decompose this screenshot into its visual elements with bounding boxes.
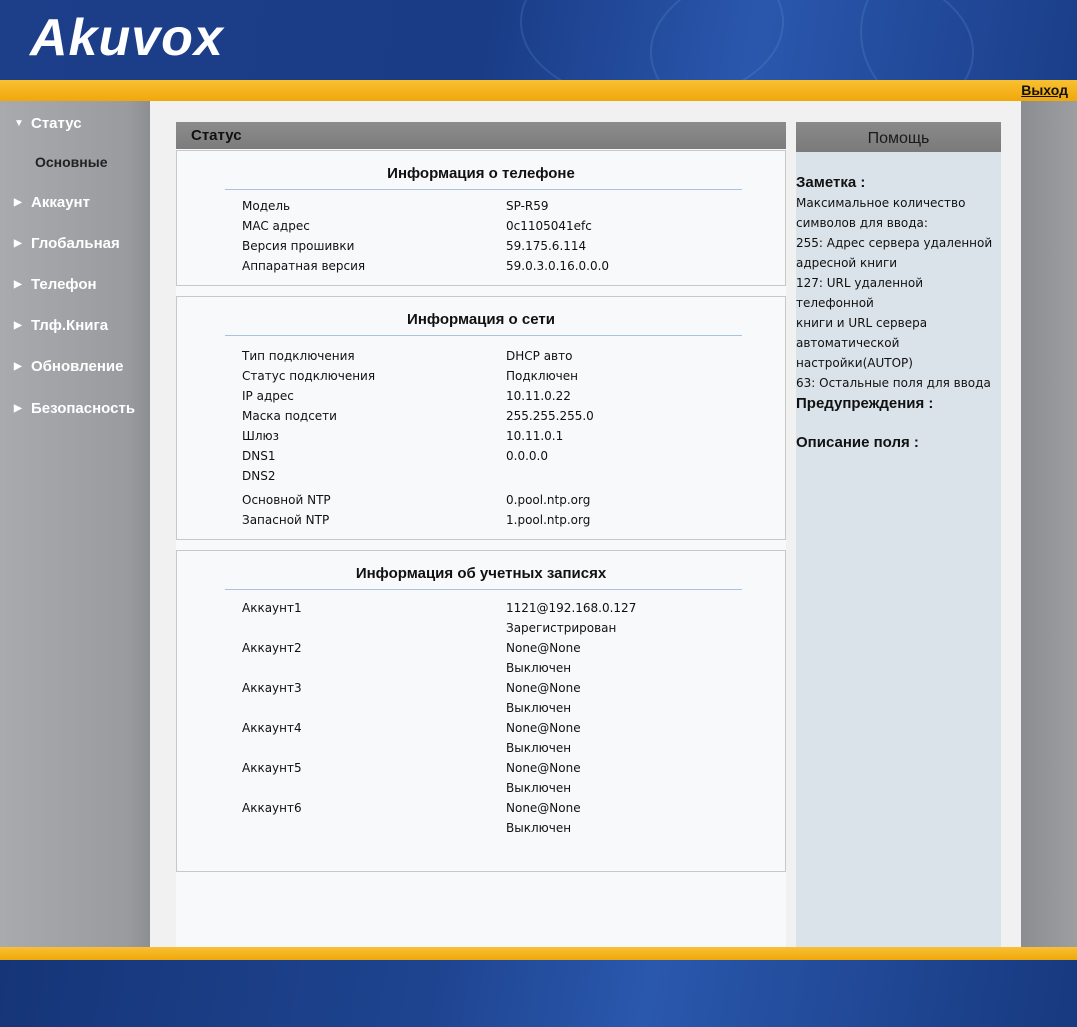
note-line: 63: Остальные поля для ввода bbox=[796, 376, 991, 390]
note-text bbox=[796, 193, 999, 393]
account-label: Аккаунт5 bbox=[242, 761, 302, 775]
status-panel bbox=[176, 122, 786, 947]
sidebar-item-phonebook[interactable] bbox=[14, 317, 108, 334]
footer-bar bbox=[0, 947, 1077, 960]
account-status: Выключен bbox=[506, 701, 572, 715]
accounts-info-section bbox=[176, 550, 786, 872]
account-address: None@None bbox=[506, 641, 581, 655]
divider bbox=[225, 335, 742, 336]
note-line: Максимальное количество bbox=[796, 196, 966, 210]
note-line: 255: Адрес сервера удаленной bbox=[796, 236, 993, 250]
section-heading: Информация о телефоне bbox=[387, 165, 575, 182]
note-line: 127: URL удаленной телефонной bbox=[796, 276, 924, 310]
warnings-heading: Предупреждения : bbox=[796, 395, 934, 412]
info-label: Модель bbox=[242, 199, 291, 213]
top-bar bbox=[0, 80, 1077, 101]
account-status: Выключен bbox=[506, 821, 572, 835]
help-title: Помощь bbox=[796, 122, 1001, 152]
info-label: Статус подключения bbox=[242, 369, 376, 383]
account-address: None@None bbox=[506, 681, 581, 695]
sidebar-item-status[interactable] bbox=[14, 115, 82, 132]
info-label: Версия прошивки bbox=[242, 239, 355, 253]
account-address: None@None bbox=[506, 761, 581, 775]
chevron-right-icon: ▶ bbox=[14, 238, 22, 249]
info-label: DNS1 bbox=[242, 449, 276, 463]
account-status: Выключен bbox=[506, 741, 572, 755]
sidebar-subitem-basic[interactable]: Основные bbox=[35, 154, 108, 170]
field-description-heading: Описание поля : bbox=[796, 434, 919, 451]
phone-info-section bbox=[176, 150, 786, 286]
info-label: Основной NTP bbox=[242, 493, 331, 507]
info-value: 59.0.3.0.16.0.0.0 bbox=[506, 259, 610, 273]
sidebar-item-security[interactable] bbox=[14, 400, 135, 417]
account-label: Аккаунт6 bbox=[242, 801, 302, 815]
divider bbox=[225, 589, 742, 590]
sidebar-item-label: Безопасность bbox=[31, 400, 136, 417]
sidebar-item-label: Телефон bbox=[31, 276, 97, 293]
sidebar bbox=[0, 101, 150, 947]
note-line: книги и URL сервера bbox=[796, 316, 928, 330]
note-line: автоматической bbox=[796, 336, 900, 350]
info-value: 0.pool.ntp.org bbox=[506, 493, 591, 507]
brand-logo: Akuvox bbox=[30, 9, 224, 67]
info-value: 1.pool.ntp.org bbox=[506, 513, 591, 527]
chevron-right-icon: ▶ bbox=[14, 403, 22, 414]
note-line: настройки(AUTOP) bbox=[796, 356, 913, 370]
account-address: None@None bbox=[506, 721, 581, 735]
header-banner bbox=[0, 0, 1077, 80]
chevron-right-icon: ▶ bbox=[14, 361, 22, 372]
account-label: Аккаунт3 bbox=[242, 681, 302, 695]
right-margin bbox=[1021, 101, 1077, 947]
account-status: Зарегистрирован bbox=[506, 621, 617, 635]
sidebar-item-label: Тлф.Книга bbox=[31, 317, 109, 334]
chevron-right-icon: ▶ bbox=[14, 279, 22, 290]
account-status: Выключен bbox=[506, 661, 572, 675]
note-heading: Заметка : bbox=[796, 174, 866, 191]
sidebar-item-global[interactable] bbox=[14, 235, 120, 252]
info-value: 59.175.6.114 bbox=[506, 239, 587, 253]
info-value: 0c1105041efc bbox=[506, 219, 592, 233]
info-value: 10.11.0.1 bbox=[506, 429, 564, 443]
footer-banner bbox=[0, 960, 1077, 1027]
info-label: Аппаратная версия bbox=[242, 259, 366, 273]
info-label: IP адрес bbox=[242, 389, 294, 403]
chevron-right-icon: ▶ bbox=[14, 320, 22, 331]
info-value: 10.11.0.22 bbox=[506, 389, 571, 403]
info-label: Запасной NTP bbox=[242, 513, 330, 527]
sidebar-item-phone[interactable] bbox=[14, 276, 97, 293]
sidebar-item-label: Аккаунт bbox=[31, 194, 90, 211]
info-value: 0.0.0.0 bbox=[506, 449, 548, 463]
chevron-right-icon: ▶ bbox=[14, 197, 22, 208]
sidebar-item-label: Статус bbox=[31, 115, 82, 132]
divider bbox=[225, 189, 742, 190]
account-address: 1121@192.168.0.127 bbox=[506, 601, 637, 615]
info-value: Подключен bbox=[506, 369, 578, 383]
account-label: Аккаунт4 bbox=[242, 721, 302, 735]
account-label: Аккаунт2 bbox=[242, 641, 302, 655]
page-title: Статус bbox=[191, 127, 242, 144]
sidebar-item-label: Обновление bbox=[31, 358, 124, 375]
header-decor bbox=[860, 0, 1077, 80]
network-info-section bbox=[176, 296, 786, 540]
note-line: адресной книги bbox=[796, 256, 898, 270]
section-heading: Информация об учетных записях bbox=[355, 565, 607, 582]
account-status: Выключен bbox=[506, 781, 572, 795]
sidebar-item-account[interactable] bbox=[14, 194, 90, 211]
sidebar-item-label: Глобальная bbox=[31, 235, 120, 252]
account-address: None@None bbox=[506, 801, 581, 815]
chevron-down-icon: ▼ bbox=[14, 118, 24, 129]
info-value: 255.255.255.0 bbox=[506, 409, 594, 423]
info-label: Маска подсети bbox=[242, 409, 337, 423]
sidebar-item-upgrade[interactable] bbox=[14, 358, 123, 375]
logout-link[interactable]: Выход bbox=[1021, 82, 1068, 98]
account-label: Аккаунт1 bbox=[242, 601, 302, 615]
info-label: Тип подключения bbox=[242, 349, 355, 363]
panel-title-bar bbox=[176, 122, 786, 149]
info-label: MAC адрес bbox=[242, 219, 310, 233]
note-line: символов для ввода: bbox=[796, 216, 928, 230]
info-value: SP-R59 bbox=[506, 199, 549, 213]
info-value: DHCP авто bbox=[506, 349, 573, 363]
help-panel bbox=[796, 122, 1001, 947]
section-heading: Информация о сети bbox=[407, 311, 555, 328]
info-label: Шлюз bbox=[242, 429, 279, 443]
info-label: DNS2 bbox=[242, 469, 276, 483]
